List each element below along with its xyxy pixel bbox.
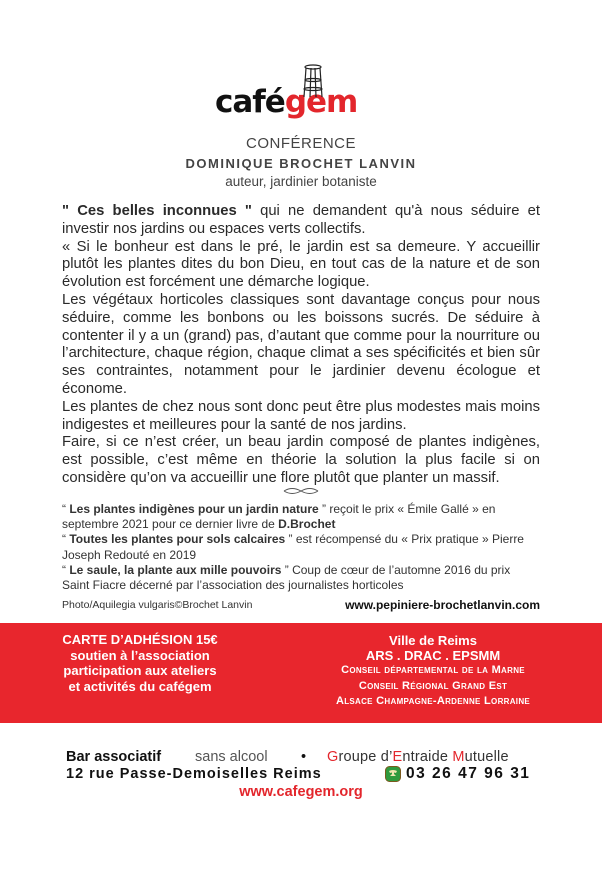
award-note-3 bbox=[62, 563, 540, 593]
e-rest: ntraide bbox=[402, 749, 453, 765]
book-title-2: Toutes les plantes pour sols calcaires bbox=[69, 532, 286, 547]
partner-department: Conseil départemental de la Marne bbox=[341, 664, 525, 677]
cafegem-website-link[interactable]: www.cafegem.org bbox=[239, 784, 363, 800]
logo-gem: gem bbox=[284, 84, 358, 120]
g-rest: roupe d’ bbox=[338, 749, 393, 765]
award-note-1 bbox=[62, 502, 540, 532]
lead-paragraph bbox=[62, 203, 540, 239]
author-name: D.Brochet bbox=[278, 517, 336, 532]
partner-region: Conseil Régional Grand Est bbox=[358, 679, 508, 692]
paragraph-3: Les végétaux horticoles classiques sont davantage conçus pour nous séduire, comme les bonbons ou les boissons sucrés. De séduire à contenter il y a un (grand) pas, d’autant que comme pour la nourriture ou l’architecture, chaque région, chaque climat a ses spécificités et bien sûr ses contraintes, notamment pour le jardinier devenu écologue et économe. bbox=[62, 291, 540, 397]
no-alcohol-label: sans alcool bbox=[195, 749, 268, 765]
book-title-1: Les plantes indigènes pour un jardin nature bbox=[69, 502, 319, 516]
gem-full-name bbox=[327, 749, 509, 765]
logo-cafe: café bbox=[215, 84, 285, 120]
book-title-3: Le saule, la plante aux mille pouvoirs bbox=[69, 562, 282, 577]
address: 12 rue Passe-Demoiselles Reims bbox=[66, 766, 322, 782]
quote-open: “ bbox=[62, 562, 70, 577]
phone-number[interactable]: 03 26 47 96 31 bbox=[406, 765, 531, 782]
paragraph-5: Faire, si ce n’est créer, un beau jardin composé de plantes indigènes, est possible, c’est même en théorie la solution la plus facile si on considère qu’on va accueillir une flore plutôt que planter un massif. bbox=[62, 434, 540, 486]
award-text-1: ” reçoit le prix « Émile Gallé » en septembre 2021 pour ce dernier livre de bbox=[62, 502, 496, 532]
conference-description bbox=[62, 203, 540, 488]
paragraph-4: Les plantes de chez nous sont donc peut être plus modestes mais moins indigestes et meilleures pour la santé de nos jardins. bbox=[62, 398, 540, 433]
m-initial: M bbox=[452, 749, 465, 765]
award-note-2 bbox=[62, 532, 540, 562]
partner-city: Ville de Reims bbox=[389, 633, 477, 648]
bar-label: Bar associatif bbox=[66, 749, 162, 765]
ornament-divider bbox=[282, 486, 320, 496]
speaker-name: DOMINIQUE BROCHET LANVIN bbox=[185, 156, 417, 171]
partner-region-name: Alsace Champagne-Ardenne Lorraine bbox=[335, 694, 531, 707]
conference-label: CONFÉRENCE bbox=[245, 135, 356, 152]
membership-line-3: participation aux ateliers bbox=[63, 663, 217, 679]
photo-credit: Photo/Aquilegia vulgaris©Brochet Lanvin bbox=[62, 599, 253, 611]
lead-title: " Ces belles inconnues " bbox=[62, 203, 252, 219]
logo-wordmark bbox=[215, 82, 357, 122]
e-initial: E bbox=[392, 749, 403, 765]
speaker-role: auteur, jardinier botaniste bbox=[225, 174, 377, 189]
award-text-3: ” Coup de cœur de l’automne 2016 du prix Saint Fiacre décerné par l’association des journalistes horticoles bbox=[62, 562, 511, 593]
quote-open: “ bbox=[62, 532, 70, 547]
bar-stool-icon bbox=[302, 64, 324, 98]
nursery-website-link[interactable]: www.pepiniere-brochetlanvin.com bbox=[345, 598, 540, 612]
quote-open: “ bbox=[62, 502, 70, 516]
book-awards bbox=[62, 502, 540, 593]
partners-list bbox=[318, 633, 548, 709]
phone-icon bbox=[385, 766, 401, 782]
lead-text: qui ne demandent qu'à nous séduire et investir nos jardins ou espaces verts collectifs. bbox=[62, 203, 540, 237]
award-text-2: ” est récompensé du « Prix pratique » Pierre Joseph Redouté en 2019 bbox=[62, 532, 524, 562]
g-initial: G bbox=[327, 749, 339, 765]
membership-info bbox=[40, 632, 240, 694]
membership-card-price: CARTE D’ADHÉSION 15€ bbox=[62, 632, 218, 647]
membership-line-4: et activités du cafégem bbox=[68, 678, 212, 694]
m-rest: utuelle bbox=[464, 749, 509, 765]
cafegem-logo bbox=[210, 64, 390, 126]
membership-line-2: soutien à l’association bbox=[70, 647, 210, 663]
paragraph-2: « Si le bonheur est dans le pré, le jardin est sa demeure. Y accueillir plutôt les plantes dites du bon Dieu, en tout cas de la nature et de son évolution est forcément une démarche logique. bbox=[62, 238, 540, 291]
partner-agencies: ARS . DRAC . EPSMM bbox=[365, 648, 501, 664]
separator-dot: • bbox=[301, 749, 307, 765]
